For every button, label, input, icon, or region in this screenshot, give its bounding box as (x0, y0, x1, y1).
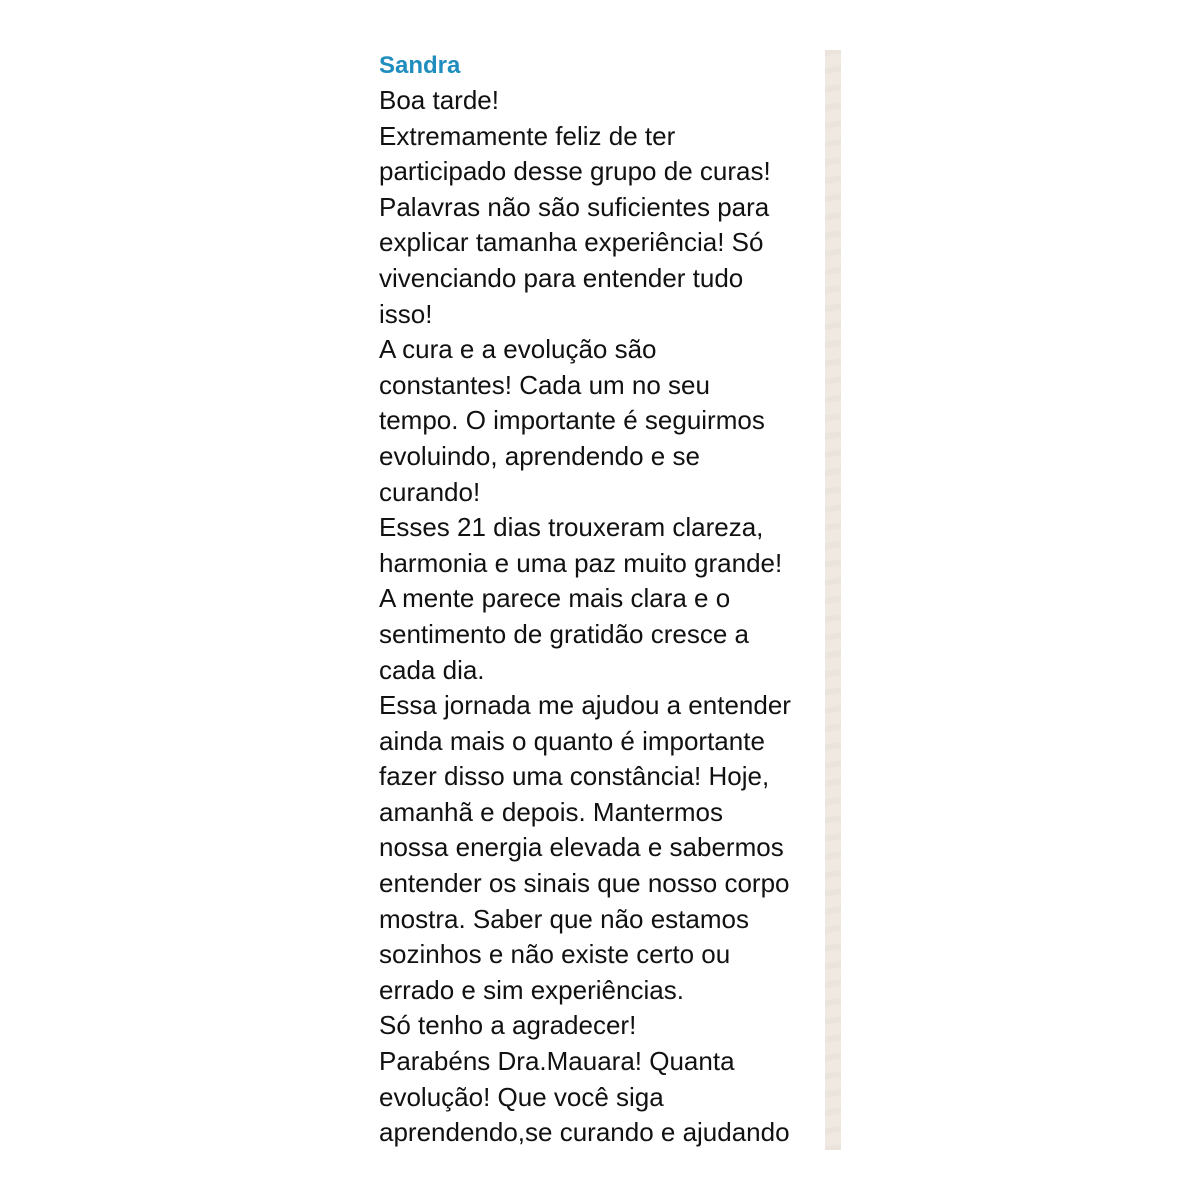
message-line: sozinhos e não existe certo ou (379, 939, 731, 970)
message-line: tempo. O importante é seguirmos (379, 405, 765, 436)
message-bubble[interactable] (359, 50, 825, 1150)
message-line: errado e sim experiências. (379, 974, 684, 1005)
message-line: amanhã e depois. Mantermos (379, 796, 723, 827)
message-line: sentimento de gratidão cresce a (379, 618, 749, 649)
message-line: entender os sinais que nosso corpo (379, 868, 790, 899)
message-line: constantes! Cada um no seu (379, 369, 710, 400)
message-line: explicar tamanha experiência! Só (379, 227, 764, 258)
message-line: evolução! Que você siga (379, 1081, 664, 1112)
chat-screenshot (359, 50, 841, 1150)
message-line: fazer disso uma constância! Hoje, (379, 761, 770, 792)
message-line: Boa tarde! (379, 85, 499, 115)
message-text (379, 83, 824, 1150)
message-line: aprendendo,se curando e ajudando (379, 1117, 790, 1148)
message-line: harmonia e uma paz muito grande! (379, 547, 783, 578)
message-line: participado desse grupo de curas! (379, 156, 771, 187)
message-line: A cura e a evolução são (379, 334, 657, 365)
message-line: Parabéns Dra.Mauara! Quanta (379, 1046, 735, 1077)
message-line: Esses 21 dias trouxeram clareza, (379, 512, 764, 543)
message-line: A mente parece mais clara e o (379, 583, 731, 614)
message-line: ainda mais o quanto é importante (379, 725, 765, 756)
message-line: evoluindo, aprendendo e se (379, 440, 700, 471)
message-line: curando! (379, 476, 481, 507)
message-line: Só tenho a agradecer! (379, 1010, 637, 1041)
chat-wallpaper-right (825, 50, 841, 1150)
message-line: cada dia. (379, 654, 485, 685)
message-line: vivenciando para entender tudo (379, 262, 744, 293)
message-line: mostra. Saber que não estamos (379, 903, 749, 934)
sender-name[interactable]: Sandra (379, 52, 461, 79)
message-line: isso! (379, 298, 433, 329)
message-line: Essa jornada me ajudou a entender (379, 690, 791, 721)
message-line: Palavras não são suficientes para (379, 191, 770, 222)
message-line: Extremamente feliz de ter (379, 120, 676, 151)
message-line: nossa energia elevada e sabermos (379, 832, 784, 863)
